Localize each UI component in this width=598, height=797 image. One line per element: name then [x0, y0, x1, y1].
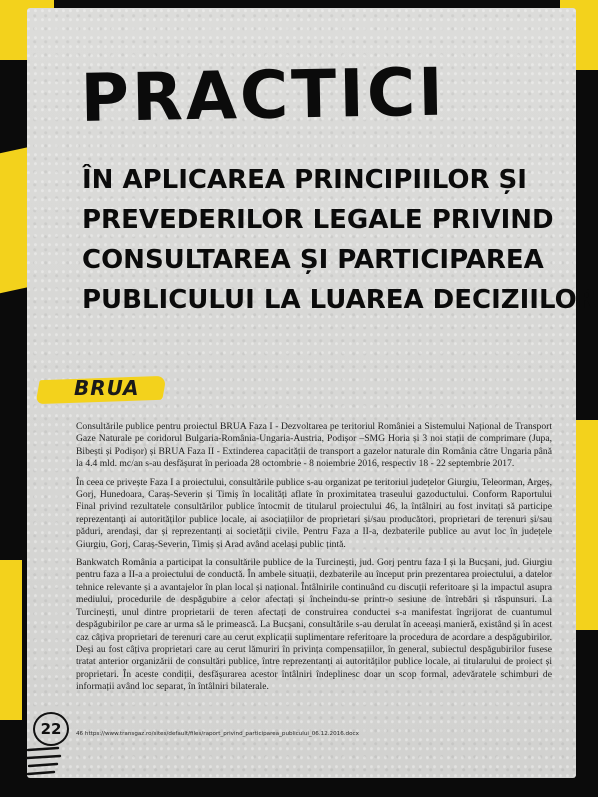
- page-number: 22: [33, 712, 69, 746]
- subtitle-line: PREVEDERILOR LEGALE PRIVIND: [82, 205, 554, 235]
- body-paragraph: În ceea ce privește Faza I a proiectului, consultările publice s-au organizat pe teritoriul județelor Giurgiu, Teleorman, Argeș, Gorj, Hunedoara, Caraș-Severin și Timiș în localități aflate în proximitatea traseului gazoductului. Conform Raportului Final privind rezultatele consultărilor publice întocmit de titularul proiectului 46, la întâlniri au fost invitați să participe reprezentanți ai autorităților publice locale, ai asociațiilor de proprietari și/sau producători, proprietari de terenuri și/sau păduri, arendași, dar și reprezentanți ai societății civile. Pentru Faza a II-a, dezbaterile publice au avut loc în județele Giurgiu, Gorj, Caraș-Severin, Timiș și Arad având același public țintă.: [76, 476, 552, 550]
- page-title: PRACTICI: [79, 53, 447, 137]
- body-paragraph: Consultările publice pentru proiectul BRUA Faza I - Dezvoltarea pe teritoriul României a Sistemului Național de Transport Gaze Naturale pe coridorul Bulgaria-România-Ungaria-Austria, Podișor –SMG Horia și 3 noi stații de comprimare (Jupa, Bibești și Podișor) și BRUA Faza II - Extinderea capacității de transport a gazelor naturale din România către Ungaria până la 4.4 mld. mc/an s-au desfășurat în perioada 28 octombrie - 8 noiembrie 2016, respectiv 18 - 22 septembrie 2017.: [76, 421, 552, 470]
- subtitle-line: CONSULTAREA ȘI PARTICIPAREA: [82, 245, 544, 275]
- article-body: [76, 421, 552, 700]
- subtitle-line: PUBLICULUI LA LUAREA DECIZIILOR: [82, 285, 597, 315]
- subtitle-line: ÎN APLICAREA PRINCIPIILOR ȘI: [82, 165, 527, 195]
- scribble-icon: [24, 742, 64, 782]
- yellow-stripe-decoration: [575, 420, 598, 630]
- footnote: 46 https://www.transgaz.ro/sites/default/files/raport_privind_participarea_publicului_06.12.2016.docx: [76, 731, 359, 737]
- page-subtitle: [82, 160, 597, 320]
- yellow-stripe-decoration: [0, 147, 30, 293]
- section-tag: [38, 372, 168, 410]
- section-tag-label: BRUA: [74, 376, 140, 400]
- yellow-stripe-decoration: [0, 560, 22, 720]
- body-paragraph: Bankwatch România a participat la consultările publice de la Turcinești, jud. Gorj pentru faza I și la Bucșani, jud. Giurgiu pentru faza a II-a a proiectului de conductă. În ambele situații, dezbaterile au început prin prezentarea proiectului, a datelor tehnice relevante și a avantajelor în plan local și național. Întâlnirile continuând cu discuții referitoare și la impactul asupra mediului, procedurile de despăgubire a celor afectați și încheindu-se printr-o sesiune de întrebări și răspunsuri. La Turcinești, unul dintre proprietarii de teren afectați de construirea conductei s-a manifestat îngrijorat de cuantumul despăgubirilor pe care ar urma să le primească. La Bucșani, consultările s-au derulat în aceeași manieră, existând și în acest caz câțiva proprietari de terenuri care au cerut explicații suplimentare referitoare la procedura de acordare a despăgubirilor. Deși au fost câțiva proprietari care au cerut lămuriri în privința compensațiilor, în general, subiectul despăgubirilor fusese tratat anterior organizării de consultări publice, între reprezentanți ai autorităților publice locale, ai titularului de proiect și proprietari. În aceste condiții, desfășurarea acestor întâlniri îndeplinesc doar un scop formal, adevăratele schimburi de informații având loc separat, în întâlniri bilaterale.: [76, 557, 552, 693]
